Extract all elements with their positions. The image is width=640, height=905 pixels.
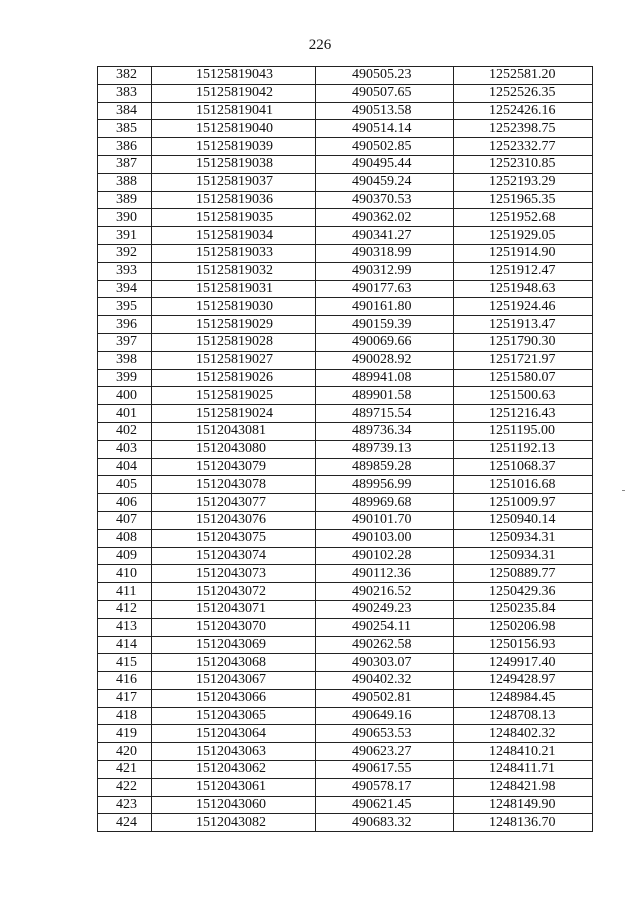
table-row (98, 67, 593, 85)
parcel-id-cell: 15125819029 (152, 316, 316, 334)
point-number-cell: 395 (98, 298, 152, 316)
table-row (98, 583, 593, 601)
y-coordinate-cell: 1248136.70 (454, 814, 593, 832)
point-number-cell: 413 (98, 618, 152, 636)
parcel-id-cell: 15125819031 (152, 280, 316, 298)
parcel-id-cell: 1512043072 (152, 583, 316, 601)
y-coordinate-cell: 1250206.98 (454, 618, 593, 636)
coordinates-table (97, 66, 593, 832)
point-number-cell: 418 (98, 707, 152, 725)
point-number-cell: 382 (98, 67, 152, 85)
table-row (98, 761, 593, 779)
table-body (98, 67, 593, 832)
scan-artifact (60, 3, 100, 9)
parcel-id-cell: 15125819032 (152, 262, 316, 280)
point-number-cell: 422 (98, 778, 152, 796)
table-row (98, 173, 593, 191)
y-coordinate-cell: 1251009.97 (454, 494, 593, 512)
table-row (98, 529, 593, 547)
point-number-cell: 414 (98, 636, 152, 654)
parcel-id-cell: 1512043067 (152, 672, 316, 690)
parcel-id-cell: 1512043066 (152, 689, 316, 707)
point-number-cell: 403 (98, 440, 152, 458)
y-coordinate-cell: 1248708.13 (454, 707, 593, 725)
y-coordinate-cell: 1252193.29 (454, 173, 593, 191)
y-coordinate-cell: 1248421.98 (454, 778, 593, 796)
point-number-cell: 412 (98, 600, 152, 618)
y-coordinate-cell: 1251929.05 (454, 227, 593, 245)
y-coordinate-cell: 1250429.36 (454, 583, 593, 601)
parcel-id-cell: 15125819037 (152, 173, 316, 191)
x-coordinate-cell: 490459.24 (316, 173, 454, 191)
parcel-id-cell: 15125819036 (152, 191, 316, 209)
point-number-cell: 415 (98, 654, 152, 672)
point-number-cell: 409 (98, 547, 152, 565)
point-number-cell: 424 (98, 814, 152, 832)
point-number-cell: 400 (98, 387, 152, 405)
x-coordinate-cell: 490159.39 (316, 316, 454, 334)
table-row (98, 227, 593, 245)
table-row (98, 778, 593, 796)
point-number-cell: 386 (98, 138, 152, 156)
y-coordinate-cell: 1252426.16 (454, 102, 593, 120)
x-coordinate-cell: 489736.34 (316, 422, 454, 440)
scan-artifact-dot (622, 490, 625, 491)
x-coordinate-cell: 490649.16 (316, 707, 454, 725)
y-coordinate-cell: 1248410.21 (454, 743, 593, 761)
x-coordinate-cell: 490112.36 (316, 565, 454, 583)
y-coordinate-cell: 1250235.84 (454, 600, 593, 618)
table-row (98, 796, 593, 814)
parcel-id-cell: 15125819026 (152, 369, 316, 387)
y-coordinate-cell: 1251195.00 (454, 422, 593, 440)
parcel-id-cell: 15125819039 (152, 138, 316, 156)
table-row (98, 707, 593, 725)
x-coordinate-cell: 490683.32 (316, 814, 454, 832)
y-coordinate-cell: 1251016.68 (454, 476, 593, 494)
y-coordinate-cell: 1251721.97 (454, 351, 593, 369)
y-coordinate-cell: 1250940.14 (454, 511, 593, 529)
parcel-id-cell: 1512043077 (152, 494, 316, 512)
parcel-id-cell: 1512043075 (152, 529, 316, 547)
point-number-cell: 423 (98, 796, 152, 814)
table-row (98, 547, 593, 565)
parcel-id-cell: 1512043080 (152, 440, 316, 458)
x-coordinate-cell: 489859.28 (316, 458, 454, 476)
point-number-cell: 416 (98, 672, 152, 690)
y-coordinate-cell: 1252310.85 (454, 155, 593, 173)
x-coordinate-cell: 489956.99 (316, 476, 454, 494)
point-number-cell: 388 (98, 173, 152, 191)
table-row (98, 280, 593, 298)
x-coordinate-cell: 490623.27 (316, 743, 454, 761)
table-row (98, 672, 593, 690)
point-number-cell: 417 (98, 689, 152, 707)
x-coordinate-cell: 490341.27 (316, 227, 454, 245)
parcel-id-cell: 15125819028 (152, 333, 316, 351)
y-coordinate-cell: 1251924.46 (454, 298, 593, 316)
parcel-id-cell: 1512043074 (152, 547, 316, 565)
table-row (98, 654, 593, 672)
x-coordinate-cell: 490249.23 (316, 600, 454, 618)
parcel-id-cell: 1512043081 (152, 422, 316, 440)
point-number-cell: 420 (98, 743, 152, 761)
parcel-id-cell: 1512043068 (152, 654, 316, 672)
table-row (98, 102, 593, 120)
table-row (98, 387, 593, 405)
x-coordinate-cell: 490502.85 (316, 138, 454, 156)
y-coordinate-cell: 1251580.07 (454, 369, 593, 387)
table-row (98, 191, 593, 209)
table-row (98, 476, 593, 494)
x-coordinate-cell: 490370.53 (316, 191, 454, 209)
x-coordinate-cell: 490495.44 (316, 155, 454, 173)
point-number-cell: 384 (98, 102, 152, 120)
x-coordinate-cell: 490502.81 (316, 689, 454, 707)
table-row (98, 422, 593, 440)
x-coordinate-cell: 490653.53 (316, 725, 454, 743)
table-row (98, 440, 593, 458)
point-number-cell: 406 (98, 494, 152, 512)
x-coordinate-cell: 489941.08 (316, 369, 454, 387)
parcel-id-cell: 1512043069 (152, 636, 316, 654)
parcel-id-cell: 1512043073 (152, 565, 316, 583)
parcel-id-cell: 15125819043 (152, 67, 316, 85)
x-coordinate-cell: 490262.58 (316, 636, 454, 654)
table-row (98, 138, 593, 156)
point-number-cell: 385 (98, 120, 152, 138)
y-coordinate-cell: 1251068.37 (454, 458, 593, 476)
table-row (98, 405, 593, 423)
point-number-cell: 391 (98, 227, 152, 245)
y-coordinate-cell: 1251790.30 (454, 333, 593, 351)
x-coordinate-cell: 490101.70 (316, 511, 454, 529)
table-row (98, 298, 593, 316)
parcel-id-cell: 15125819038 (152, 155, 316, 173)
table-row (98, 511, 593, 529)
table-row (98, 458, 593, 476)
table-row (98, 209, 593, 227)
point-number-cell: 405 (98, 476, 152, 494)
y-coordinate-cell: 1249917.40 (454, 654, 593, 672)
parcel-id-cell: 1512043071 (152, 600, 316, 618)
y-coordinate-cell: 1248149.90 (454, 796, 593, 814)
x-coordinate-cell: 490254.11 (316, 618, 454, 636)
table-row (98, 689, 593, 707)
point-number-cell: 383 (98, 84, 152, 102)
parcel-id-cell: 1512043062 (152, 761, 316, 779)
point-number-cell: 411 (98, 583, 152, 601)
y-coordinate-cell: 1250934.31 (454, 547, 593, 565)
parcel-id-cell: 15125819042 (152, 84, 316, 102)
x-coordinate-cell: 490507.65 (316, 84, 454, 102)
parcel-id-cell: 15125819025 (152, 387, 316, 405)
parcel-id-cell: 15125819035 (152, 209, 316, 227)
parcel-id-cell: 1512043070 (152, 618, 316, 636)
y-coordinate-cell: 1251948.63 (454, 280, 593, 298)
table-row (98, 725, 593, 743)
table-row (98, 262, 593, 280)
x-coordinate-cell: 490621.45 (316, 796, 454, 814)
x-coordinate-cell: 490578.17 (316, 778, 454, 796)
point-number-cell: 387 (98, 155, 152, 173)
point-number-cell: 419 (98, 725, 152, 743)
x-coordinate-cell: 490402.32 (316, 672, 454, 690)
x-coordinate-cell: 490028.92 (316, 351, 454, 369)
parcel-id-cell: 1512043082 (152, 814, 316, 832)
parcel-id-cell: 1512043061 (152, 778, 316, 796)
y-coordinate-cell: 1251952.68 (454, 209, 593, 227)
y-coordinate-cell: 1251192.13 (454, 440, 593, 458)
y-coordinate-cell: 1251914.90 (454, 244, 593, 262)
parcel-id-cell: 1512043063 (152, 743, 316, 761)
parcel-id-cell: 15125819024 (152, 405, 316, 423)
y-coordinate-cell: 1252398.75 (454, 120, 593, 138)
table-row (98, 369, 593, 387)
table-row (98, 565, 593, 583)
point-number-cell: 401 (98, 405, 152, 423)
table-row (98, 743, 593, 761)
x-coordinate-cell: 490514.14 (316, 120, 454, 138)
x-coordinate-cell: 490617.55 (316, 761, 454, 779)
table-row (98, 618, 593, 636)
x-coordinate-cell: 489901.58 (316, 387, 454, 405)
x-coordinate-cell: 490362.02 (316, 209, 454, 227)
point-number-cell: 390 (98, 209, 152, 227)
y-coordinate-cell: 1251965.35 (454, 191, 593, 209)
point-number-cell: 394 (98, 280, 152, 298)
parcel-id-cell: 15125819027 (152, 351, 316, 369)
parcel-id-cell: 1512043076 (152, 511, 316, 529)
x-coordinate-cell: 490303.07 (316, 654, 454, 672)
point-number-cell: 407 (98, 511, 152, 529)
table-row (98, 120, 593, 138)
table-row (98, 244, 593, 262)
parcel-id-cell: 15125819041 (152, 102, 316, 120)
table-row (98, 84, 593, 102)
x-coordinate-cell: 490318.99 (316, 244, 454, 262)
parcel-id-cell: 15125819030 (152, 298, 316, 316)
page-number: 226 (308, 37, 332, 53)
point-number-cell: 389 (98, 191, 152, 209)
table-row (98, 155, 593, 173)
parcel-id-cell: 15125819034 (152, 227, 316, 245)
parcel-id-cell: 1512043060 (152, 796, 316, 814)
parcel-id-cell: 15125819033 (152, 244, 316, 262)
point-number-cell: 393 (98, 262, 152, 280)
parcel-id-cell: 1512043079 (152, 458, 316, 476)
y-coordinate-cell: 1249428.97 (454, 672, 593, 690)
point-number-cell: 408 (98, 529, 152, 547)
y-coordinate-cell: 1250889.77 (454, 565, 593, 583)
table-row (98, 600, 593, 618)
x-coordinate-cell: 489969.68 (316, 494, 454, 512)
table-row (98, 636, 593, 654)
x-coordinate-cell: 490513.58 (316, 102, 454, 120)
y-coordinate-cell: 1248411.71 (454, 761, 593, 779)
x-coordinate-cell: 490216.52 (316, 583, 454, 601)
y-coordinate-cell: 1250156.93 (454, 636, 593, 654)
x-coordinate-cell: 490102.28 (316, 547, 454, 565)
y-coordinate-cell: 1251913.47 (454, 316, 593, 334)
parcel-id-cell: 1512043064 (152, 725, 316, 743)
point-number-cell: 397 (98, 333, 152, 351)
table-row (98, 814, 593, 832)
y-coordinate-cell: 1248984.45 (454, 689, 593, 707)
point-number-cell: 399 (98, 369, 152, 387)
x-coordinate-cell: 490177.63 (316, 280, 454, 298)
x-coordinate-cell: 490312.99 (316, 262, 454, 280)
y-coordinate-cell: 1248402.32 (454, 725, 593, 743)
y-coordinate-cell: 1251912.47 (454, 262, 593, 280)
point-number-cell: 410 (98, 565, 152, 583)
point-number-cell: 402 (98, 422, 152, 440)
point-number-cell: 404 (98, 458, 152, 476)
parcel-id-cell: 15125819040 (152, 120, 316, 138)
table-row (98, 494, 593, 512)
y-coordinate-cell: 1251500.63 (454, 387, 593, 405)
y-coordinate-cell: 1251216.43 (454, 405, 593, 423)
point-number-cell: 392 (98, 244, 152, 262)
y-coordinate-cell: 1252526.35 (454, 84, 593, 102)
x-coordinate-cell: 489739.13 (316, 440, 454, 458)
table-row (98, 333, 593, 351)
table-row (98, 351, 593, 369)
x-coordinate-cell: 490505.23 (316, 67, 454, 85)
point-number-cell: 421 (98, 761, 152, 779)
y-coordinate-cell: 1252581.20 (454, 67, 593, 85)
point-number-cell: 396 (98, 316, 152, 334)
y-coordinate-cell: 1252332.77 (454, 138, 593, 156)
point-number-cell: 398 (98, 351, 152, 369)
x-coordinate-cell: 490103.00 (316, 529, 454, 547)
x-coordinate-cell: 490161.80 (316, 298, 454, 316)
parcel-id-cell: 1512043065 (152, 707, 316, 725)
x-coordinate-cell: 490069.66 (316, 333, 454, 351)
table-row (98, 316, 593, 334)
parcel-id-cell: 1512043078 (152, 476, 316, 494)
y-coordinate-cell: 1250934.31 (454, 529, 593, 547)
x-coordinate-cell: 489715.54 (316, 405, 454, 423)
